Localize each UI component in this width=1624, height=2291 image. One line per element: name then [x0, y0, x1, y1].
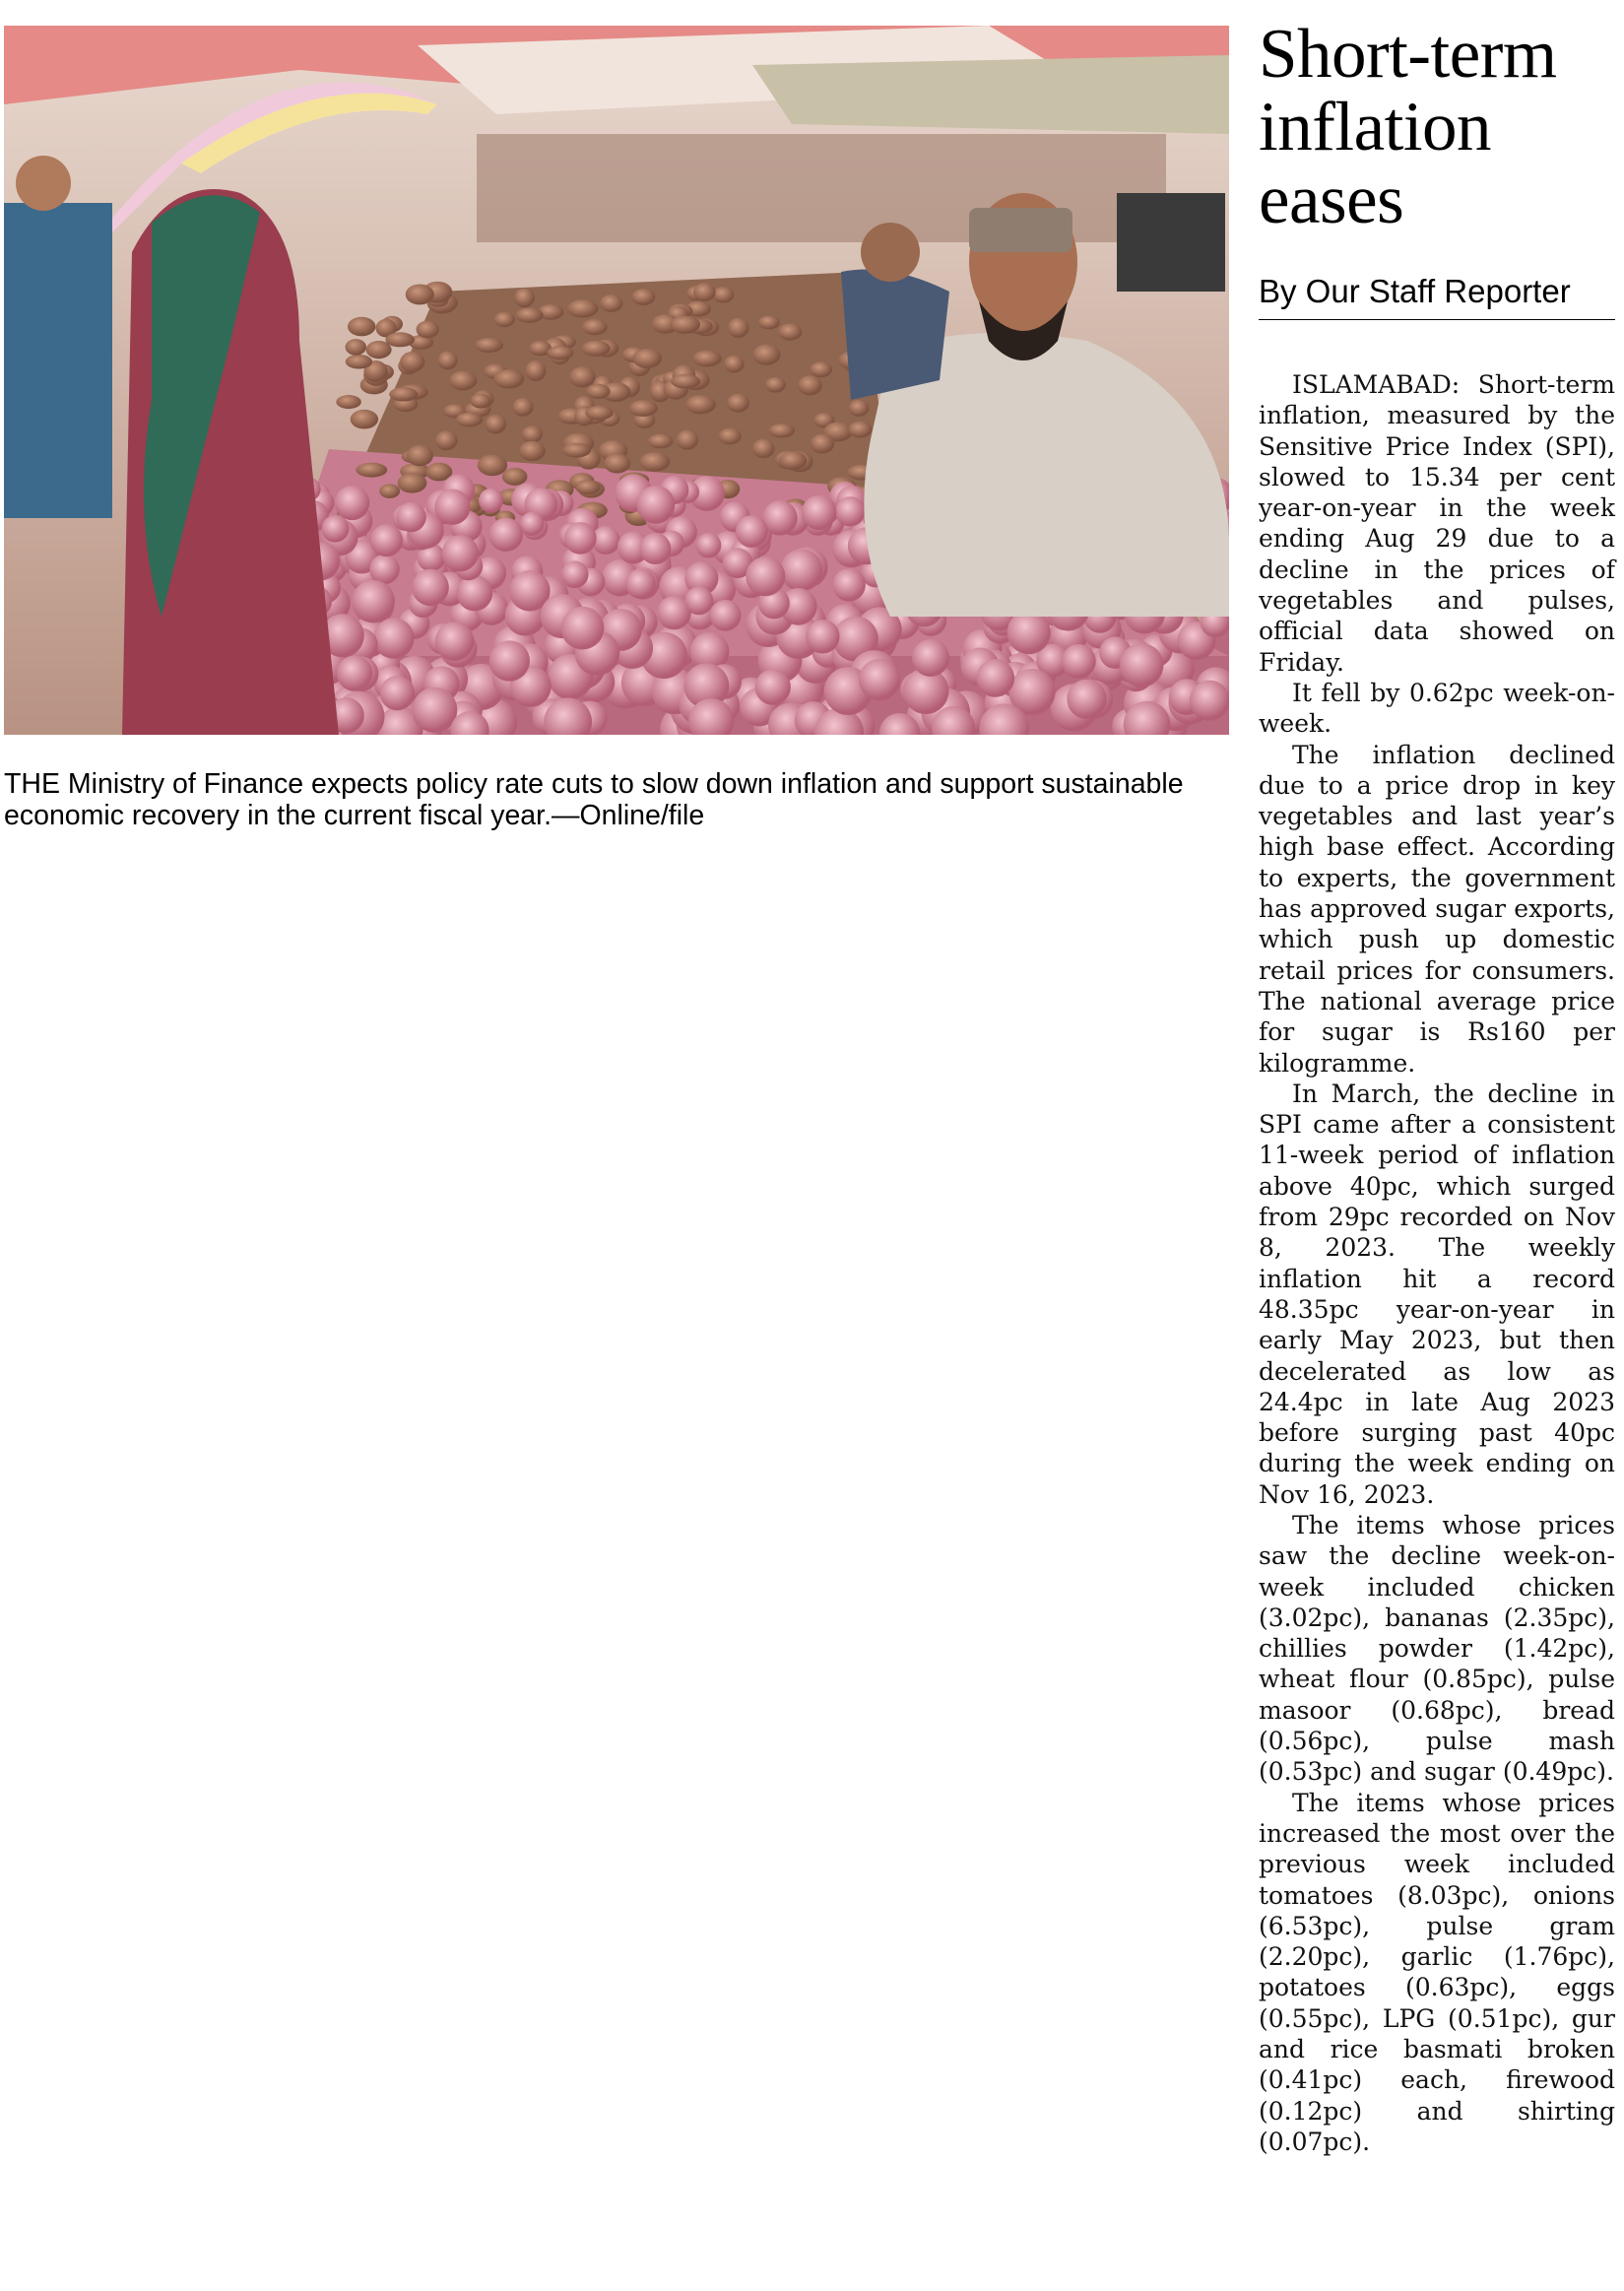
potato-shape	[849, 400, 869, 417]
potato-shape	[581, 341, 610, 357]
potato-shape	[475, 338, 503, 353]
potato-shape	[346, 355, 372, 369]
potato-shape	[713, 287, 735, 303]
headline-line-1: Short-term	[1259, 16, 1557, 93]
onion-shape	[625, 568, 656, 599]
potato-shape	[639, 452, 670, 472]
onion-shape	[352, 580, 395, 623]
onion-shape	[832, 568, 865, 601]
onion-shape	[370, 524, 403, 556]
onion-shape	[380, 676, 415, 710]
potato-shape	[778, 323, 802, 340]
onion-shape	[780, 550, 822, 592]
potato-shape	[519, 441, 546, 462]
onion-shape	[479, 489, 503, 513]
potato-shape	[525, 360, 546, 381]
onion-shape	[412, 687, 457, 733]
potato-shape	[346, 339, 366, 356]
potato-shape	[398, 473, 427, 492]
market-scene-illustration	[4, 26, 1229, 735]
potato-shape	[547, 346, 573, 360]
market-photo	[4, 26, 1229, 735]
potato-shape	[435, 430, 458, 450]
potato-shape	[724, 356, 744, 373]
paragraph-2: It fell by 0.62pc week-on-week.	[1259, 678, 1615, 739]
potato-shape	[379, 484, 400, 498]
onion-shape	[684, 587, 713, 616]
onion-shape	[489, 518, 523, 552]
potato-shape	[585, 406, 613, 421]
potato-shape	[567, 299, 599, 317]
potato-shape	[719, 428, 742, 445]
paragraph-5: The items whose prices saw the decline week-on-week included chicken (3.02pc), bananas (2.35pc), chillies powder (1.42pc), wheat flour (0.85pc), pulse masoor (0.68pc), bread (0.56pc), pulse mash (0.53pc) and sugar (0.49pc).	[1259, 1510, 1615, 1787]
potato-shape	[449, 371, 477, 391]
potato-shape	[685, 395, 716, 414]
potato-shape	[752, 345, 780, 365]
onion-shape	[442, 535, 479, 571]
potato-shape	[417, 321, 439, 339]
onion-shape	[912, 639, 949, 677]
potato-shape	[692, 351, 722, 367]
onion-shape	[396, 502, 425, 532]
headline	[1259, 18, 1613, 236]
onion-shape	[1120, 643, 1164, 687]
onion-shape	[564, 522, 597, 555]
paragraph-6: The items whose prices increased the most over the previous week included tomatoes (8.03pc), onions (6.53pc), pulse gram (2.20pc), garlic (1.76pc), potatoes (0.63pc), eggs (0.55pc), LPG (0.51pc), gur and rice basmati broken (0.41pc) each, firewood (0.12pc) and shirting (0.07pc).	[1259, 1788, 1615, 2156]
onion-shape	[806, 620, 839, 653]
onion-shape	[755, 669, 791, 704]
onion-shape	[434, 490, 470, 525]
onion-shape	[639, 533, 671, 564]
potato-shape	[437, 352, 457, 370]
onion-shape	[710, 600, 742, 631]
onion-shape	[762, 500, 797, 535]
onion-shape	[412, 569, 449, 607]
photo-caption: THE Ministry of Finance expects policy rate cuts to slow down inflation and support sustainable economic recovery in the current fiscal year.—Online/file	[4, 768, 1184, 831]
potato-shape	[752, 438, 774, 458]
onion-shape	[489, 640, 530, 681]
potato-shape	[514, 288, 535, 307]
potato-shape	[406, 284, 434, 304]
potato-shape	[522, 425, 543, 443]
potato-shape	[779, 451, 807, 470]
potato-shape	[586, 384, 611, 399]
potato-shape	[502, 468, 528, 486]
potato-shape	[677, 429, 698, 449]
headline-line-2: inflation	[1259, 89, 1492, 165]
onion-shape	[976, 659, 1014, 697]
onion-shape	[335, 486, 369, 520]
potato-shape	[671, 374, 700, 389]
onion-shape	[859, 659, 900, 700]
onion-shape	[561, 607, 605, 650]
potato-shape	[582, 319, 608, 335]
potato-shape	[493, 369, 524, 389]
potato-shape	[604, 453, 630, 473]
paragraph-3: The inflation declined due to a price drop in key vegetables and last year’s high base effect. According to experts, the government has approved sugar exports, which push up domestic retail prices for consumers. The national average price for sugar is Rs160 per kilogramme.	[1259, 740, 1615, 1078]
potato-shape	[407, 445, 433, 467]
onion-shape	[1062, 644, 1096, 679]
onion-shape	[457, 575, 492, 611]
potato-shape	[693, 283, 715, 301]
onion-shape	[1190, 681, 1229, 721]
onion-shape	[561, 561, 589, 589]
potato-shape	[632, 289, 656, 305]
potato-shape	[385, 332, 415, 347]
potato-shape	[769, 424, 795, 437]
potato-shape	[348, 317, 375, 337]
potato-shape	[470, 394, 490, 409]
onion-shape	[1067, 680, 1106, 719]
byline: By Our Staff Reporter	[1259, 272, 1615, 320]
potato-shape	[478, 454, 507, 476]
onion-shape	[322, 515, 350, 543]
potato-shape	[632, 349, 662, 368]
potato-shape	[600, 295, 622, 312]
potato-shape	[493, 312, 514, 327]
onion-shape	[369, 555, 400, 585]
article-body	[1259, 369, 1615, 2157]
potato-shape	[765, 377, 786, 393]
potato-shape	[485, 415, 506, 434]
potato-shape	[513, 398, 534, 417]
paragraph-4: In March, the decline in SPI came after a consistent 11-week period of inflation above 40pc, which surged from 29pc recorded on Nov 8, 2023. The weekly inflation hit a record 48.35pc year-on-year in early May 2023, but then decelerated as low as 24.4pc in late Aug 2023 before surging past 40pc during the week ending on Nov 16, 2023.	[1259, 1079, 1615, 1509]
potato-shape	[848, 422, 872, 438]
potato-shape	[336, 395, 361, 409]
onion-shape	[1007, 611, 1051, 654]
paragraph-1: ISLAMABAD: Short-term inflation, measured by the Sensitive Price Index (SPI), slowed to 15.34 per cent year-on-year in the week ending Aug 29 due to a decline in the prices of vegetables and pulses, official data showed on Friday.	[1259, 370, 1615, 677]
onion-shape	[746, 556, 785, 596]
potato-shape	[351, 410, 378, 429]
onion-shape	[637, 486, 676, 524]
potato-shape	[515, 307, 543, 322]
potato-shape	[758, 315, 780, 329]
potato-shape	[400, 352, 424, 372]
potato-shape	[810, 361, 832, 377]
potato-shape	[798, 375, 822, 395]
potato-shape	[356, 463, 387, 478]
potato-shape	[575, 480, 600, 494]
potato-shape	[728, 318, 749, 339]
onion-shape	[696, 533, 722, 558]
onion-shape	[802, 495, 836, 530]
onion-shape	[373, 618, 414, 658]
onion-shape	[736, 515, 768, 548]
potato-shape	[648, 434, 674, 449]
headline-line-3: eases	[1259, 162, 1404, 238]
potato-shape	[629, 400, 658, 417]
potato-shape	[456, 413, 483, 427]
potato-shape	[727, 394, 749, 413]
potato-shape	[670, 316, 700, 334]
potato-shape	[389, 387, 418, 402]
potato-shape	[569, 366, 595, 387]
onion-shape	[835, 496, 865, 526]
onion-shape	[435, 622, 475, 661]
potato-shape	[811, 434, 834, 454]
potato-shape	[562, 443, 591, 458]
onion-shape	[520, 512, 544, 536]
onion-shape	[337, 655, 372, 690]
